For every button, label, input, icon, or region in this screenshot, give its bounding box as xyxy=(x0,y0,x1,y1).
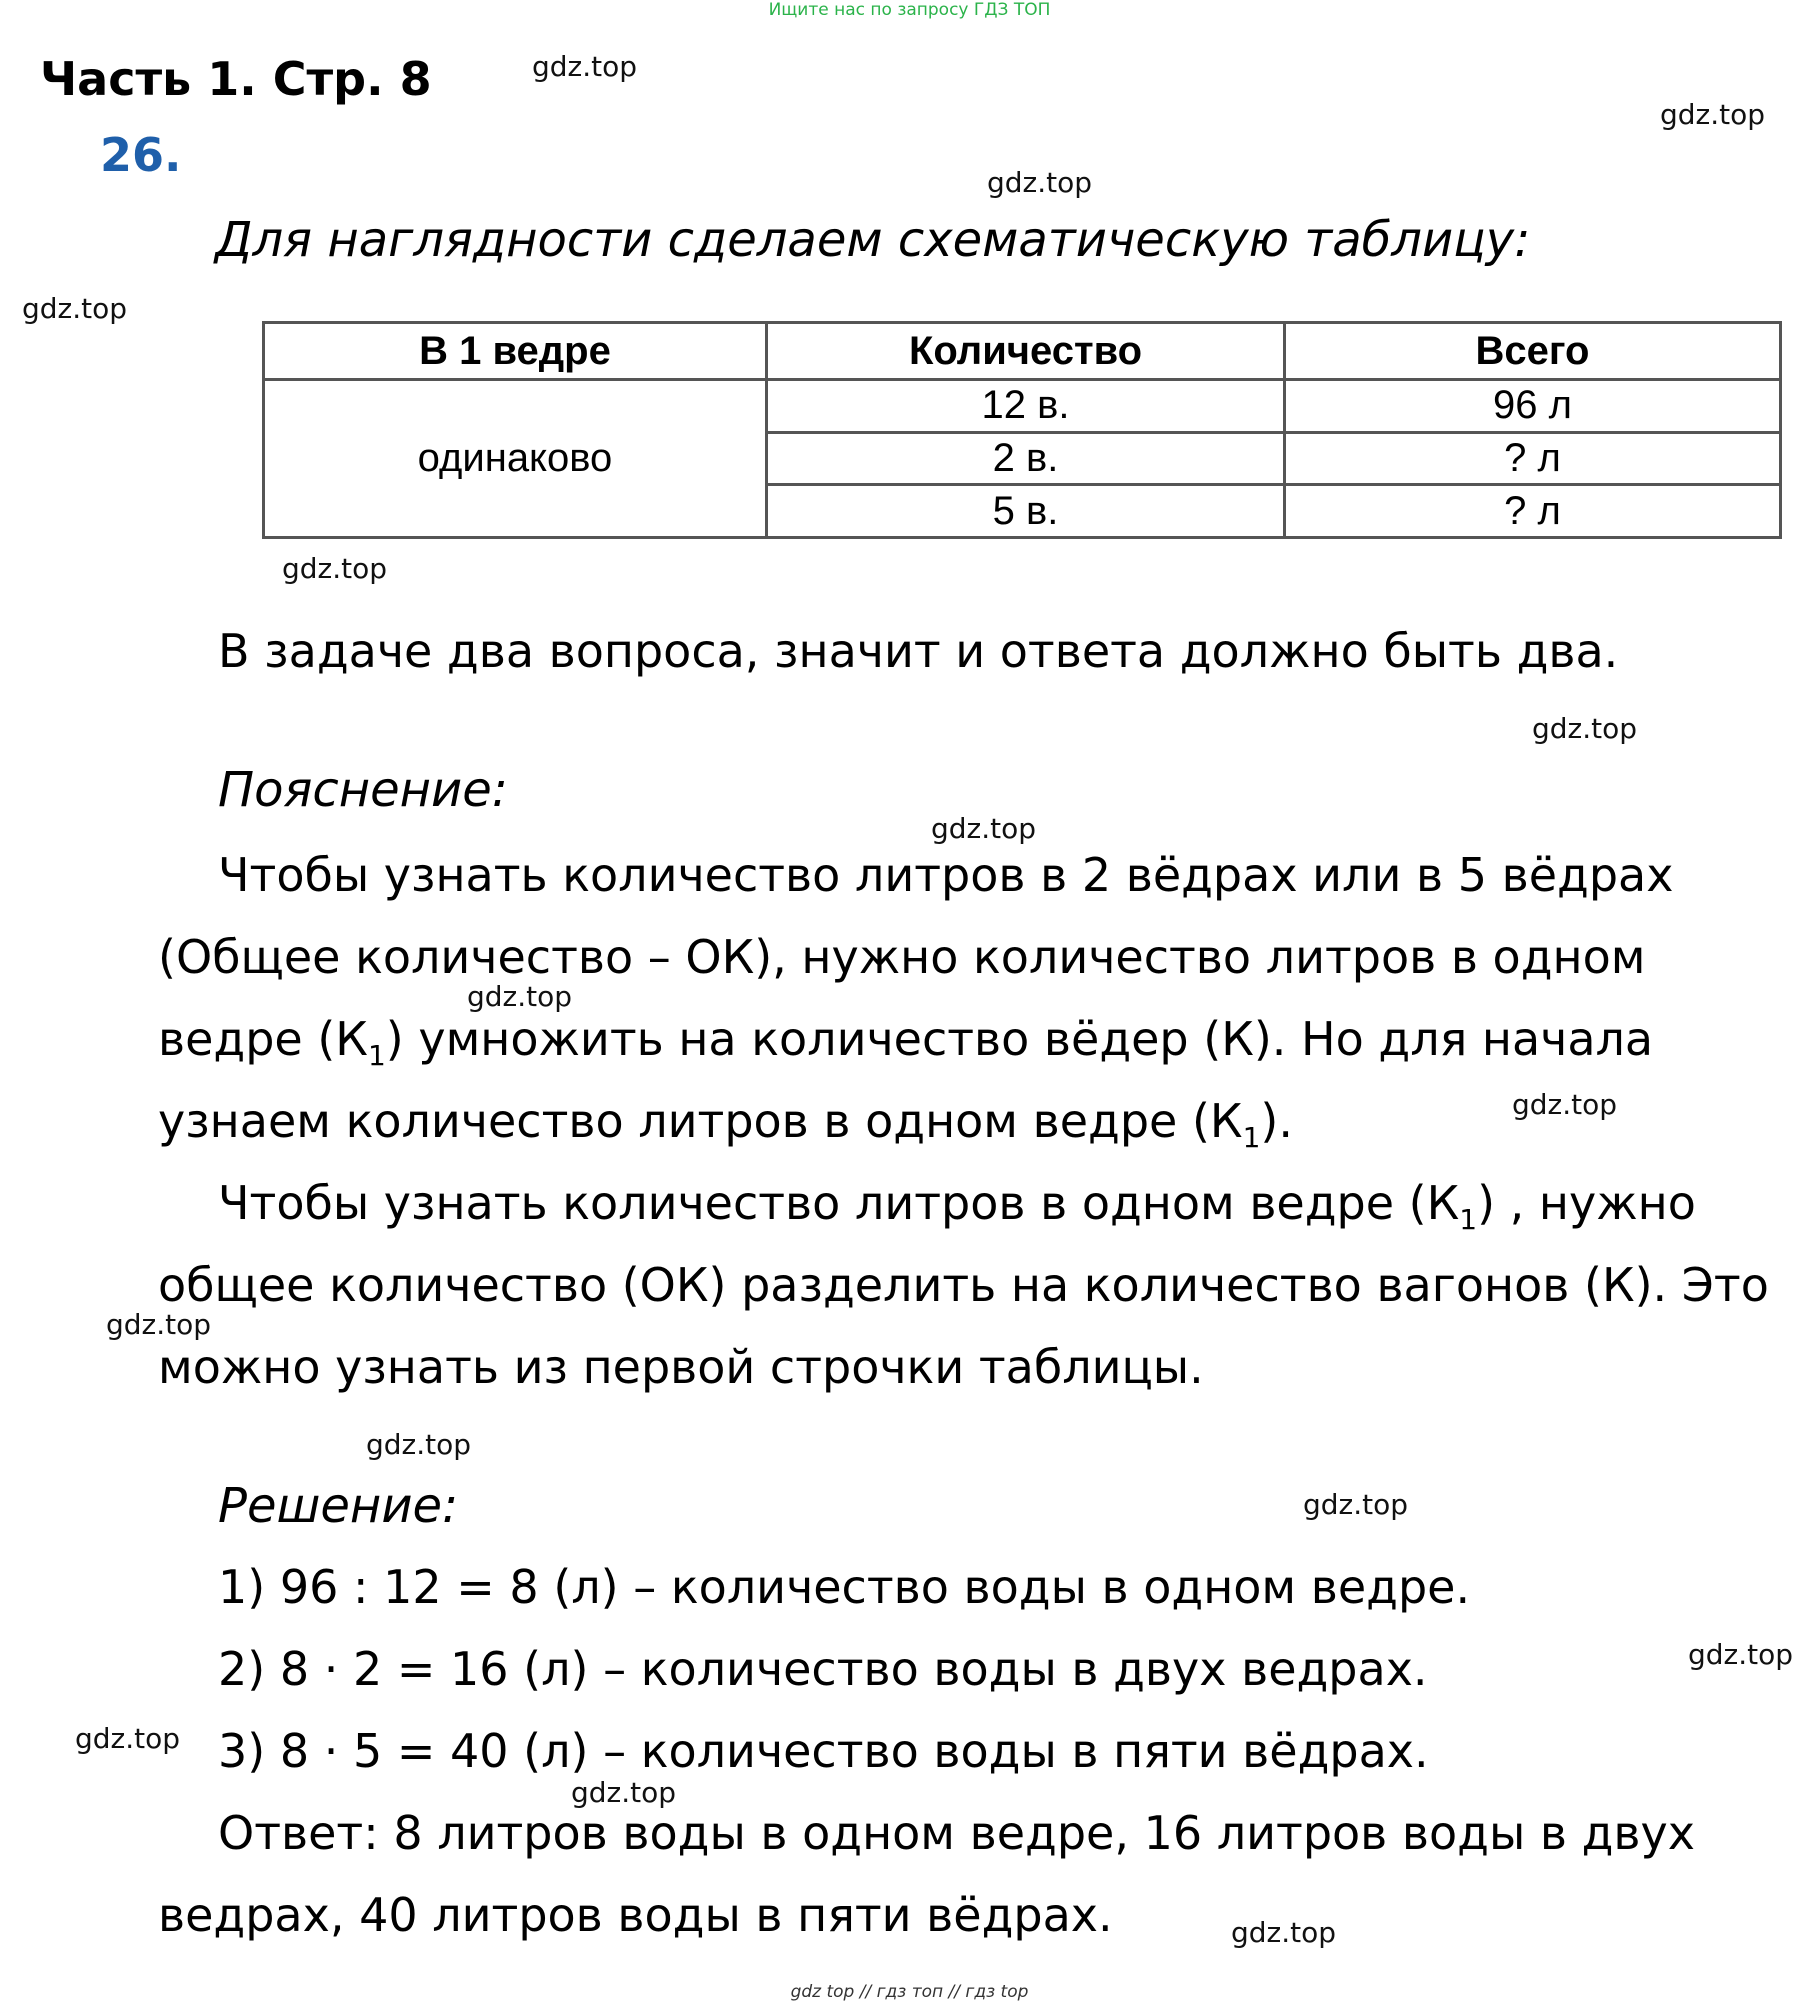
table-cell: 96 л xyxy=(1285,380,1781,433)
watermark: gdz.top xyxy=(22,292,128,325)
explanation-line: ведре $(К_1)$ умножить на количество вёдер (К). Но для начала xyxy=(158,1012,1654,1073)
answer-line: ведрах, 40 литров воды в пяти вёдрах. xyxy=(158,1888,1113,1942)
watermark: gdz.top xyxy=(532,50,638,83)
explanation-line: узнаем количество литров в одном ведре $(К_1)$. xyxy=(158,1094,1293,1155)
page-title: Часть 1. Стр. 8 xyxy=(40,52,432,106)
table-header: В 1 ведре xyxy=(264,323,767,380)
explanation-line: Чтобы узнать количество литров в 2 вёдрах или в 5 вёдрах xyxy=(218,848,1674,902)
solution-heading: Решение: xyxy=(218,1478,459,1534)
explanation-line: общее количество (ОК) разделить на количество вагонов (К). Это xyxy=(158,1258,1769,1312)
table-cell: 5 в. xyxy=(767,485,1285,538)
watermark: gdz.top xyxy=(75,1722,181,1755)
solution-step: 1) 96 : 12 = 8 (л) – количество воды в одном ведре. xyxy=(218,1560,1471,1614)
watermark: gdz.top xyxy=(1231,1916,1337,1949)
intro-text: Для наглядности сделаем схематическую таблицу: xyxy=(215,212,1531,268)
explanation-heading: Пояснение: xyxy=(218,762,508,818)
table-cell: ? л xyxy=(1285,432,1781,485)
explanation-line: (Общее количество – ОК), нужно количество литров в одном xyxy=(158,930,1646,984)
watermark: gdz.top xyxy=(1532,712,1638,745)
watermark: gdz.top xyxy=(1303,1488,1409,1521)
solution-step: 2) 8 · 2 = 16 (л) – количество воды в двух ведрах. xyxy=(218,1642,1428,1696)
answer-line: Ответ: 8 литров воды в одном ведре, 16 литров воды в двух xyxy=(218,1806,1695,1860)
table-header: Всего xyxy=(1285,323,1781,380)
bottom-banner: gdz top // гдз топ // гдз top xyxy=(790,1982,1029,2002)
table-header: Количество xyxy=(767,323,1285,380)
watermark: gdz.top xyxy=(571,1776,677,1809)
watermark: gdz.top xyxy=(366,1428,472,1461)
watermark: gdz.top xyxy=(106,1308,212,1341)
explanation-line: Чтобы узнать количество литров в одном ведре $(К_1)$ , нужно xyxy=(218,1176,1696,1237)
solution-step: 3) 8 · 5 = 40 (л) – количество воды в пяти вёдрах. xyxy=(218,1724,1429,1778)
two-questions-text: В задаче два вопроса, значит и ответа должно быть два. xyxy=(218,624,1619,678)
watermark: gdz.top xyxy=(931,812,1037,845)
watermark: gdz.top xyxy=(1512,1088,1618,1121)
task-number: 26. xyxy=(100,128,182,182)
top-banner: Ищите нас по запросу ГДЗ ТОП xyxy=(768,0,1051,20)
watermark: gdz.top xyxy=(987,166,1093,199)
merged-cell: одинаково xyxy=(264,380,767,538)
table-cell: ? л xyxy=(1285,485,1781,538)
explanation-line: можно узнать из первой строчки таблицы. xyxy=(158,1340,1204,1394)
watermark: gdz.top xyxy=(467,980,573,1013)
table-cell: 2 в. xyxy=(767,432,1285,485)
scheme-table xyxy=(262,321,1782,539)
watermark: gdz.top xyxy=(282,552,388,585)
watermark: gdz.top xyxy=(1660,98,1766,131)
watermark: gdz.top xyxy=(1688,1638,1794,1671)
table-cell: 12 в. xyxy=(767,380,1285,433)
